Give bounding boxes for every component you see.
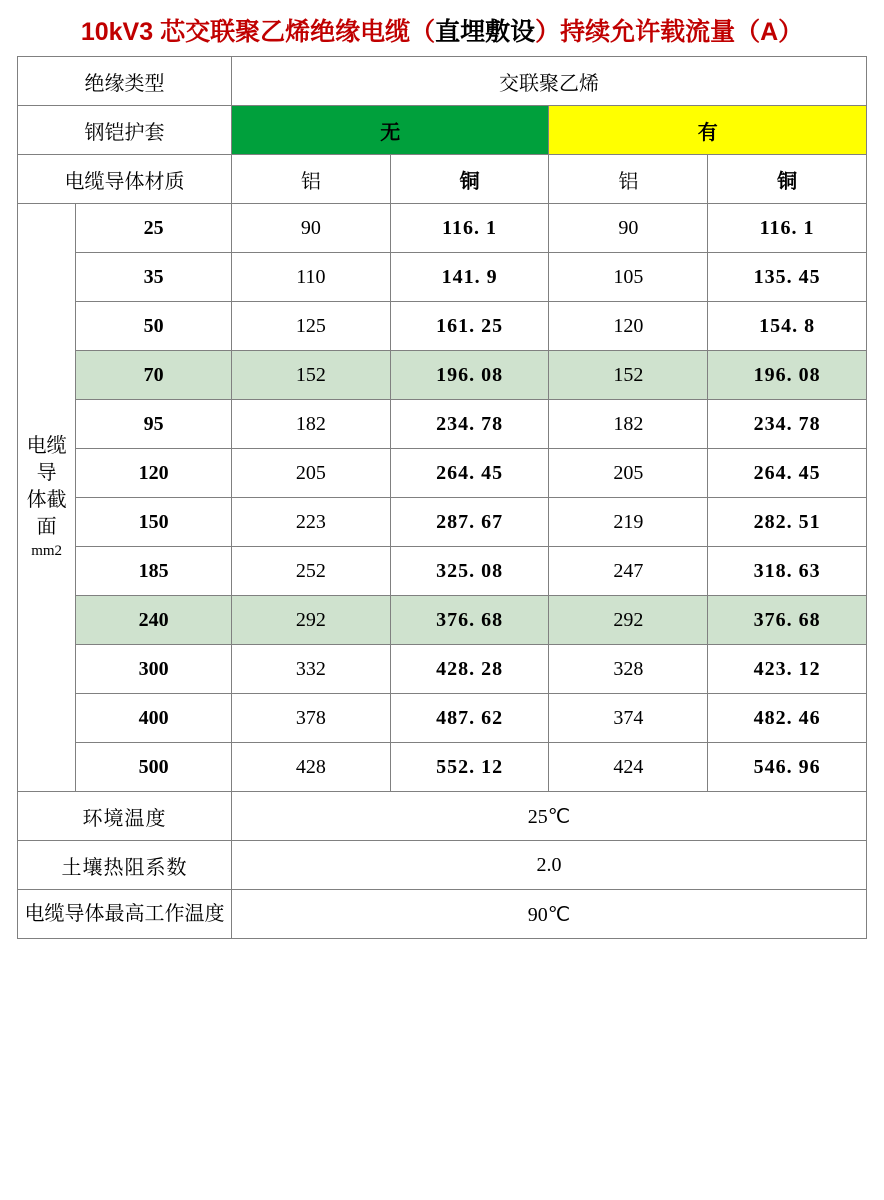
table-row-soil-resistivity (18, 841, 867, 890)
max-operating-temp-label: 电缆导体最高工作温度 (18, 890, 232, 939)
cell-none-aluminum: 252 (231, 547, 390, 596)
cell-size: 95 (76, 400, 232, 449)
soil-resistivity-label: 土壤热阻系数 (18, 841, 232, 890)
cell-armored-aluminum: 182 (549, 400, 708, 449)
cell-armored-copper: 318. 63 (708, 547, 867, 596)
table-row (18, 694, 867, 743)
cell-none-copper: 287. 67 (390, 498, 549, 547)
table-row (18, 253, 867, 302)
cell-armored-copper: 482. 46 (708, 694, 867, 743)
cross-section-side-label (18, 204, 76, 792)
cell-none-aluminum: 428 (231, 743, 390, 792)
cell-armored-copper: 546. 96 (708, 743, 867, 792)
cell-none-aluminum: 182 (231, 400, 390, 449)
ambient-temp-label: 环境温度 (18, 792, 232, 841)
cell-armored-copper: 135. 45 (708, 253, 867, 302)
cell-none-copper: 428. 28 (390, 645, 549, 694)
cell-none-aluminum: 223 (231, 498, 390, 547)
armor-label: 钢铠护套 (18, 106, 232, 155)
cell-none-copper: 552. 12 (390, 743, 549, 792)
cell-armored-aluminum: 120 (549, 302, 708, 351)
conductor-material-label: 电缆导体材质 (18, 155, 232, 204)
cell-armored-aluminum: 247 (549, 547, 708, 596)
cell-armored-aluminum: 205 (549, 449, 708, 498)
cell-none-aluminum: 110 (231, 253, 390, 302)
table-row-ambient-temp (18, 792, 867, 841)
cell-none-aluminum: 90 (231, 204, 390, 253)
ambient-temp-value: 25℃ (231, 792, 866, 841)
title-prefix: 10kV3 芯交联聚乙烯绝缘电缆（ (80, 18, 436, 46)
col-header-none-aluminum: 铝 (231, 155, 390, 204)
cell-none-aluminum: 332 (231, 645, 390, 694)
cell-armored-aluminum: 292 (549, 596, 708, 645)
cell-size: 185 (76, 547, 232, 596)
table-row (18, 596, 867, 645)
cell-armored-aluminum: 152 (549, 351, 708, 400)
cell-armored-copper: 282. 51 (708, 498, 867, 547)
table-row (18, 498, 867, 547)
cell-none-aluminum: 292 (231, 596, 390, 645)
cell-size: 150 (76, 498, 232, 547)
table-row (18, 645, 867, 694)
insulation-value: 交联聚乙烯 (231, 57, 866, 106)
table-row-max-operating-temp (18, 890, 867, 939)
cell-none-copper: 116. 1 (390, 204, 549, 253)
side-label-line3: mm2 (31, 543, 63, 560)
cell-armored-aluminum: 105 (549, 253, 708, 302)
insulation-label: 绝缘类型 (18, 57, 232, 106)
title-suffix: ）持续允许载流量（A） (535, 18, 804, 46)
cell-none-aluminum: 205 (231, 449, 390, 498)
title-emphasis: 直埋敷设 (435, 18, 536, 46)
table-row (18, 743, 867, 792)
cell-size: 300 (76, 645, 232, 694)
page-title (0, 0, 884, 56)
table-row (18, 400, 867, 449)
table-row (18, 547, 867, 596)
cell-none-copper: 264. 45 (390, 449, 549, 498)
cell-none-copper: 196. 08 (390, 351, 549, 400)
cell-size: 120 (76, 449, 232, 498)
cell-armored-copper: 234. 78 (708, 400, 867, 449)
max-operating-temp-value: 90℃ (231, 890, 866, 939)
table-row-insulation (18, 57, 867, 106)
table-row-conductor-material (18, 155, 867, 204)
cell-size: 50 (76, 302, 232, 351)
side-label-line1: 电缆导 (26, 435, 67, 485)
table-row-armor (18, 106, 867, 155)
cell-size: 35 (76, 253, 232, 302)
cell-armored-copper: 376. 68 (708, 596, 867, 645)
col-header-armored-aluminum: 铝 (549, 155, 708, 204)
cell-none-copper: 234. 78 (390, 400, 549, 449)
table-row (18, 204, 867, 253)
cell-size: 70 (76, 351, 232, 400)
cell-size: 240 (76, 596, 232, 645)
cell-armored-copper: 264. 45 (708, 449, 867, 498)
soil-resistivity-value: 2.0 (231, 841, 866, 890)
cell-none-copper: 487. 62 (390, 694, 549, 743)
cell-armored-aluminum: 328 (549, 645, 708, 694)
cell-size: 25 (76, 204, 232, 253)
cell-armored-copper: 154. 8 (708, 302, 867, 351)
cell-none-copper: 161. 25 (390, 302, 549, 351)
cell-size: 400 (76, 694, 232, 743)
table-row (18, 351, 867, 400)
col-header-armored-copper: 铜 (708, 155, 867, 204)
table-row (18, 302, 867, 351)
cell-armored-copper: 116. 1 (708, 204, 867, 253)
armor-yes-cell: 有 (549, 106, 867, 155)
cell-none-aluminum: 152 (231, 351, 390, 400)
armor-none-cell: 无 (231, 106, 548, 155)
cell-armored-aluminum: 219 (549, 498, 708, 547)
cell-none-copper: 325. 08 (390, 547, 549, 596)
cell-armored-copper: 423. 12 (708, 645, 867, 694)
table-row (18, 449, 867, 498)
cell-none-aluminum: 378 (231, 694, 390, 743)
cell-size: 500 (76, 743, 232, 792)
col-header-none-copper: 铜 (390, 155, 549, 204)
side-label-line2: 体截面 (26, 489, 67, 539)
cell-armored-aluminum: 90 (549, 204, 708, 253)
cell-armored-copper: 196. 08 (708, 351, 867, 400)
cell-armored-aluminum: 374 (549, 694, 708, 743)
cell-none-copper: 141. 9 (390, 253, 549, 302)
cell-armored-aluminum: 424 (549, 743, 708, 792)
cable-ampacity-table (17, 56, 867, 939)
cell-none-aluminum: 125 (231, 302, 390, 351)
cell-none-copper: 376. 68 (390, 596, 549, 645)
